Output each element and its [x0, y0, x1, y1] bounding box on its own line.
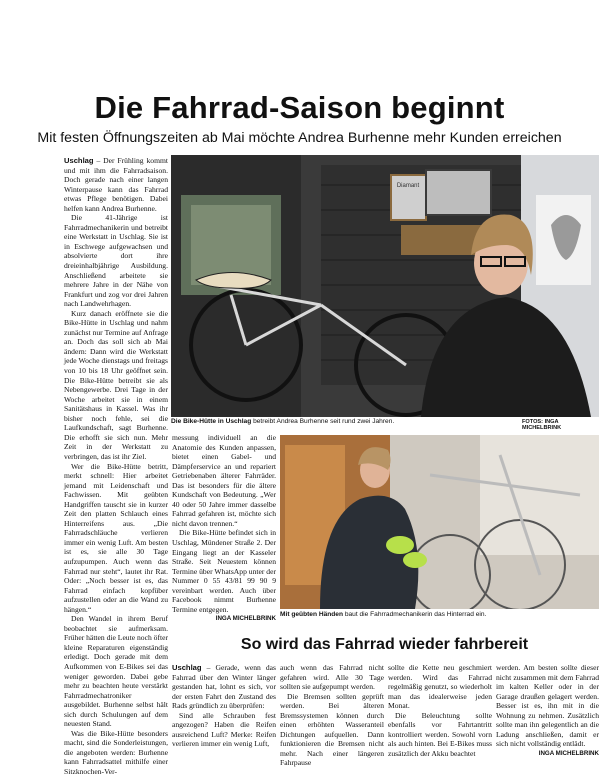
paragraph: Die 41-Jährige ist Fahrradmechanikerin und betreibt eine Werkstatt in Uschlag. Sie ist in Eschwege aufgewachsen und absolvierte dort ihre dreieinhalbjährige Ausbildung. Anschließend arbeitete sie mehrere Jahre in der Nähe von Frankfurt und zog vor drei Jahren nach Landwehrhagen. [64, 213, 168, 309]
paragraph: Die Bike-Hütte befindet sich in Uschlag, Mündener Straße 2. Der Eingang liegt an der Kasseler Straße. Seit Neuestem können Termine über WhatsApp unter der Nummer 0 55 43/81 99 90 9 vereinbart werden. Auch über Facebook nimmt Burhenne Termine entgegen. [172, 528, 276, 614]
sidebar-column-2 [280, 663, 384, 768]
paragraph: messung individuell an die Anatomie des Kunden anpassen, bietet einen Gabel- und Dämpferservice an und repariert Getriebenaben älterer Fahrräder. Das ist besonders für die ältere Kundschaft von Bedeutung. „Wer 40 oder 50 Jahre immer dasselbe Fahrrad gefahren ist, möchte sich nicht davon trennen.“ [172, 433, 276, 528]
paragraph: Uschlag – Der Frühling kommt und mit ihm die Fahrradsaison. Doch gerade nach einer langen Winterpause kann das Fahrrad etwas Pflege benötigen. Dabei helfen kann Andrea Burhenne. [64, 156, 168, 213]
paragraph: werden. Am besten sollte dieser nicht zusammen mit dem Fahrrad im kalten Keller oder in der Garage draußen gelagert werden. Besser ist es, ihn mit in die Wohnung zu nehmen. Zusätzlich sollte man ihn gelegentlich an die Ladung anschließen, damit er sich nicht vollständig entlädt. [496, 663, 599, 749]
byline: INGA MICHELBRINK [538, 749, 599, 757]
paragraph: Uschlag – Gerade, wenn das Fahrrad über den Winter länger gestanden hat, lohnt es sich, vor der ersten Fahrt den Zustand des Rads gründlich zu überprüfen: [172, 663, 276, 711]
sidebar-column-1 [172, 663, 276, 749]
photo2-caption: Mit geübten Händen baut die Fahrradmechanikerin das Hinterrad ein. [280, 611, 487, 618]
paragraph: Die Beleuchtung sollte ebenfalls vor Fahrtantritt kontrolliert werden. Sowohl vorn als auch hinten. Bei E-Bikes muss zusätzlich der Akku beachtet [388, 710, 492, 758]
paragraph: Den Wandel in ihrem Beruf beobachtet sie aufmerksam. Früher hätten die Leute noch öfter kleine Reparaturen eigenständig erledigt. Doch gerade mit dem Aufkommen von E-Bikes sei das weniger geworden. Dabei gebe mehr zu beachten heute verstärkt Fahrradmechatroniker ausgebildet. Burhenne selbst hält sich durch Schulungen auf dem neuesten Stand. [64, 614, 168, 729]
paragraph: Die Bremsen sollten geprüft werden. Bei älteren Bremssystemen können durch einen erhöhten Wasseranteil Dichtungen aufquellen. Dann funktionieren die Bremsen nicht mehr. Nach einer längeren Fahrpause [280, 691, 384, 768]
paragraph: Kurz danach eröffnete sie die Bike-Hütte in Uschlag und nahm zunächst nur Termine auf Anfrage an. Doch das soll sich ab Mai ändern: Dann wird die Werkstatt jede Woche dienstags und freitags von 10 bis 18 Uhr geöffnet sein. Die Bike-Hütte betreibt sie als Nebengewerbe. Drei Tage in der Woche arbeitet sie in einem Sanitätshaus in Kassel. Was ihr bisher noch fehle, sei die Laufkundschaft, sagt Burhenne. Die erhofft sie sich nun. Mehr Zeit in der Werkstatt zu verbringen, das ist ihr Ziel. [64, 308, 168, 461]
paragraph: auch wenn das Fahrrad nicht gefahren wird. Alle 30 Tage sollten sie aufgepumpt werden. [280, 663, 384, 692]
paragraph: sollte die Kette neu geschmiert werden. Wird das Fahrrad regelmäßig genutzt, so wiederholt man das idealerweise jeden Monat. [388, 663, 492, 711]
photo1-caption: Die Bike-Hütte in Uschlag betreibt Andrea Burhenne seit rund zwei Jahren. [171, 418, 395, 425]
workshop-photo-image [171, 155, 599, 417]
paragraph: Was die Bike-Hütte besonders macht, sind die Sonderleistungen, die angeboten werden: Burhenne kann Fahrradsattel mithilfe einer Sitzknochen-Ver- [64, 728, 168, 776]
photo-credit: FOTOS: INGA MICHELBRINK [522, 419, 562, 431]
sidebar-column-4 [496, 663, 599, 758]
poster-text: Diamant [396, 183, 420, 189]
paragraph: Sind alle Schrauben fest angezogen? Haben die Reifen ausreichend Luft? Merke: Reifen verlieren immer ein wenig Luft, [172, 710, 276, 749]
workshop-photo [171, 155, 599, 417]
mechanic-photo-image [280, 435, 599, 609]
sidebar-title: So wird das Fahrrad wieder fahrbereit [240, 636, 529, 653]
subheadline: Mit festen Öffnungszeiten ab Mai möchte Andrea Burhenne mehr Kunden erreichen [37, 130, 562, 146]
byline: INGA MICHELBRINK [215, 615, 276, 623]
mechanic-photo [280, 435, 599, 609]
sidebar-column-3 [388, 663, 492, 758]
article-column-2 [172, 433, 276, 624]
paragraph: Wer die Bike-Hütte betritt, merkt schnell: Hier arbeitet jemand mit Leidenschaft und Fachwissen. Mit geübten Handgriffen tauscht sie in kurzer Zeit den platten Schlauch eines Hinterreifens aus. „Die Fahrradschläuche verlieren immer ein wenig Luft. Am besten ist es, sie alle 30 Tage aufzupumpen. Auch wenn das Fahrrad nur steht“, lautet ihr Rat. Oder: „Noch besser ist es, das Fahrrad einfach kopfüber aufzustellen oder an die Wand zu hängen.“ [64, 461, 168, 614]
article-column-1 [64, 156, 168, 777]
headline: Die Fahrrad-Saison beginnt [94, 90, 505, 125]
